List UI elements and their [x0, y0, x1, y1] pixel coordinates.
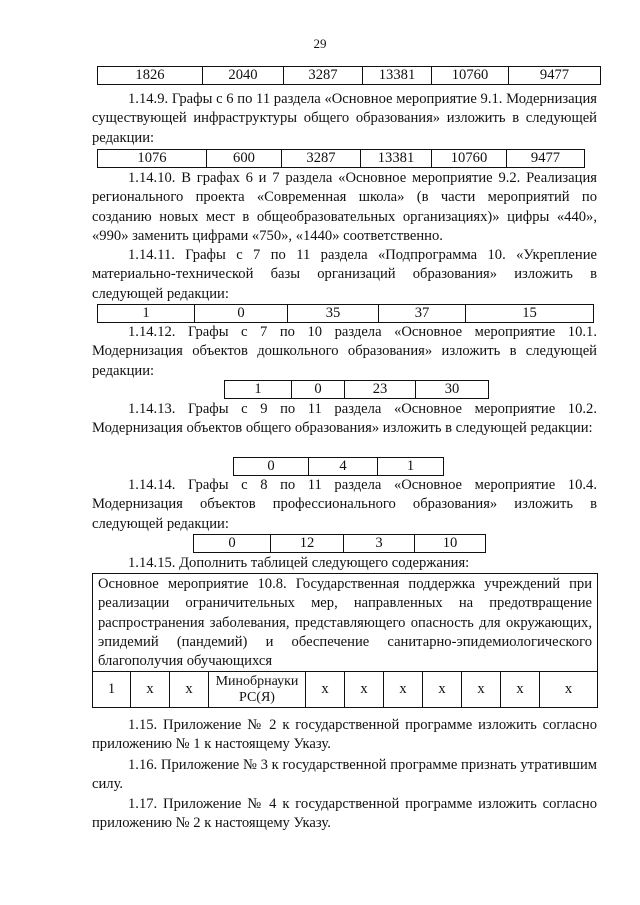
table-cell: 10760 — [432, 150, 507, 168]
table-cell: 35 — [288, 305, 379, 323]
table-cell: 0 — [194, 535, 271, 553]
paragraph-text: 1.14.11. Графы с 7 по 11 раздела «Подпрограмма 10. «Укрепление материально-технической базы организаций образования» изложить в следующей редакции: — [92, 247, 597, 302]
paragraph-text: 1.15. Приложение № 2 к государственной программе изложить согласно приложению № 1 к настоящему Указу. — [92, 717, 597, 753]
table-cell: х — [423, 672, 462, 708]
values-table-row3 — [97, 304, 594, 323]
table-cell: 9477 — [509, 67, 601, 85]
table-cell: х — [345, 672, 384, 708]
values-table-row6 — [193, 534, 486, 553]
paragraph-text: 1.14.14. Графы с 8 по 11 раздела «Основное мероприятие 10.4. Модернизация объектов профессионального образования» изложить в следующей редакции: — [92, 477, 597, 532]
table-cell: х — [540, 672, 598, 708]
table-cell: 10 — [415, 535, 486, 553]
paragraph-1-14-15 — [92, 554, 597, 573]
table-cell: 1 — [225, 381, 292, 399]
table-cell: х — [501, 672, 540, 708]
table-cell: 12 — [271, 535, 344, 553]
paragraph-1-14-14 — [92, 476, 597, 534]
paragraph-1-14-11 — [92, 246, 597, 304]
table-cell: х — [131, 672, 170, 708]
values-table-row5 — [233, 457, 444, 476]
table-cell: 3 — [344, 535, 415, 553]
paragraph-1-17 — [92, 795, 597, 834]
paragraph-1-14-13 — [92, 400, 597, 439]
table-cell: х — [384, 672, 423, 708]
table-cell: 9477 — [507, 150, 585, 168]
table-cell: 3287 — [284, 67, 363, 85]
main-activity-table — [92, 573, 598, 708]
paragraph-1-14-9 — [92, 90, 597, 148]
paragraph-text: 1.16. Приложение № 3 к государственной программе признать утратившим силу. — [92, 757, 597, 793]
paragraph-text: 1.14.15. Дополнить таблицей следующего содержания: — [128, 555, 470, 571]
paragraph-text: 1.17. Приложение № 4 к государственной программе изложить согласно приложению № 2 к настоящему Указу. — [92, 796, 597, 832]
paragraph-1-14-12 — [92, 323, 597, 381]
paragraph-1-14-10 — [92, 169, 597, 246]
paragraph-text: 1.14.9. Графы с 6 по 11 раздела «Основное мероприятие 9.1. Модернизация существующей инфраструктуры общего образования» изложить в следующей редакции: — [92, 91, 597, 146]
table-description-cell: Основное мероприятие 10.8. Государственная поддержка учреждений при реализации ограничительных мер, направленных на предотвращение распространения заболевания, представляющего опасность для окружающих, эпидемий (пандемий) и обеспечение санитарно-эпидемиологического благополучия обучающихся — [93, 574, 598, 672]
paragraph-text: 1.14.12. Графы с 7 по 10 раздела «Основное мероприятие 10.1. Модернизация объектов дошкольного образования» изложить в следующей редакции: — [92, 324, 597, 379]
table-cell: 0 — [234, 458, 309, 476]
paragraph-1-15 — [92, 716, 597, 755]
table-cell: х — [306, 672, 345, 708]
table-cell: 1 — [98, 305, 195, 323]
table-cell: х — [462, 672, 501, 708]
table-cell: 1076 — [98, 150, 207, 168]
values-table-row4 — [224, 380, 489, 399]
table-cell: 4 — [309, 458, 378, 476]
table-cell-responsible: Минобрнауки РС(Я) — [209, 672, 306, 708]
table-cell: 30 — [416, 381, 489, 399]
table-cell: 0 — [292, 381, 345, 399]
table-cell: 1826 — [98, 67, 203, 85]
table-cell: 13381 — [361, 150, 432, 168]
table-cell: 1 — [378, 458, 444, 476]
table-cell: 10760 — [432, 67, 509, 85]
table-cell: 3287 — [282, 150, 361, 168]
table-cell: х — [170, 672, 209, 708]
paragraph-1-16 — [92, 756, 597, 795]
table-cell: 23 — [345, 381, 416, 399]
table-cell: 15 — [466, 305, 594, 323]
table-cell: 2040 — [203, 67, 284, 85]
table-cell: 1 — [93, 672, 131, 708]
table-cell: 600 — [207, 150, 282, 168]
paragraph-text: 1.14.13. Графы с 9 по 11 раздела «Основное мероприятие 10.2. Модернизация объектов общего образования» изложить в следующей редакции: — [92, 401, 597, 437]
table-cell: 37 — [379, 305, 466, 323]
paragraph-text: 1.14.10. В графах 6 и 7 раздела «Основное мероприятие 9.2. Реализация регионального проекта «Современная школа» (в части мероприятий по созданию новых мест в общеобразовательных организациях)» цифры «440», «990» заменить цифрами «750», «1440» соответственно. — [92, 170, 597, 244]
table-cell: 13381 — [363, 67, 432, 85]
values-table-row2 — [97, 149, 585, 168]
values-table-row1 — [97, 66, 601, 85]
page-number: 29 — [313, 36, 327, 51]
table-cell: 0 — [195, 305, 288, 323]
